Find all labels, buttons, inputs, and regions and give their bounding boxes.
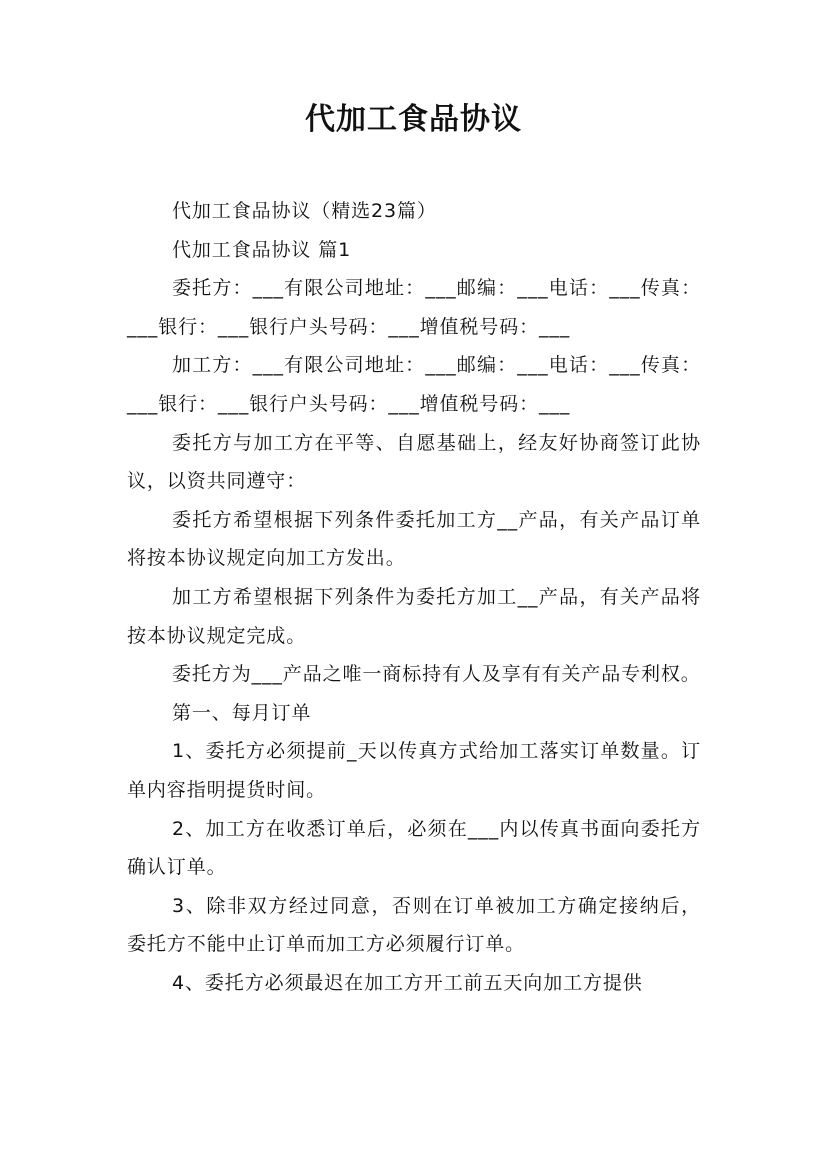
paragraph-trademark: 委托方为___产品之唯一商标持有人及享有有关产品专利权。 (172, 663, 701, 686)
document-title: 代加工食品协议 (305, 102, 522, 137)
document-body (127, 192, 701, 1002)
paragraph-preamble: 委托方与加工方在平等、自愿基础上，经友好协商签订此协议，以资共同遵守： (127, 431, 701, 493)
paragraph-client-intent: 委托方希望根据下列条件委托加工方__产品，有关产品订单将按本协议规定向加工方发出。 (127, 508, 701, 570)
paragraph-section-heading: 代加工食品协议 篇1 (172, 238, 352, 261)
paragraph-processor-intent: 加工方希望根据下列条件为委托方加工__产品，有关产品将按本协议规定完成。 (127, 585, 701, 647)
paragraph-clause-heading: 第一、每月订单 (172, 701, 312, 724)
paragraph-clause-1: 1、委托方必须提前_天以传真方式给加工落实订单数量。订单内容指明提货时间。 (127, 740, 701, 801)
paragraph-clause-2: 2、加工方在收悉订单后，必须在___内以传真书面向委托方确认订单。 (127, 817, 701, 879)
paragraph-clause-3: 3、除非双方经过同意，否则在订单被加工方确定接纳后，委托方不能中止订单而加工方必须履行订单。 (127, 894, 701, 956)
paragraph-subtitle: 代加工食品协议（精选23篇） (172, 200, 437, 222)
paragraph-processor-info: 加工方：___有限公司地址：___邮编：___电话：___传真：___银行：___银行户头号码：___增值税号码：___ (127, 354, 701, 415)
paragraph-clause-4: 4、委托方必须最迟在加工方开工前五天向加工方提供 (172, 971, 643, 994)
paragraph-client-info: 委托方：___有限公司地址：___邮编：___电话：___传真：___银行：___银行户头号码：___增值税号码：___ (127, 277, 701, 338)
